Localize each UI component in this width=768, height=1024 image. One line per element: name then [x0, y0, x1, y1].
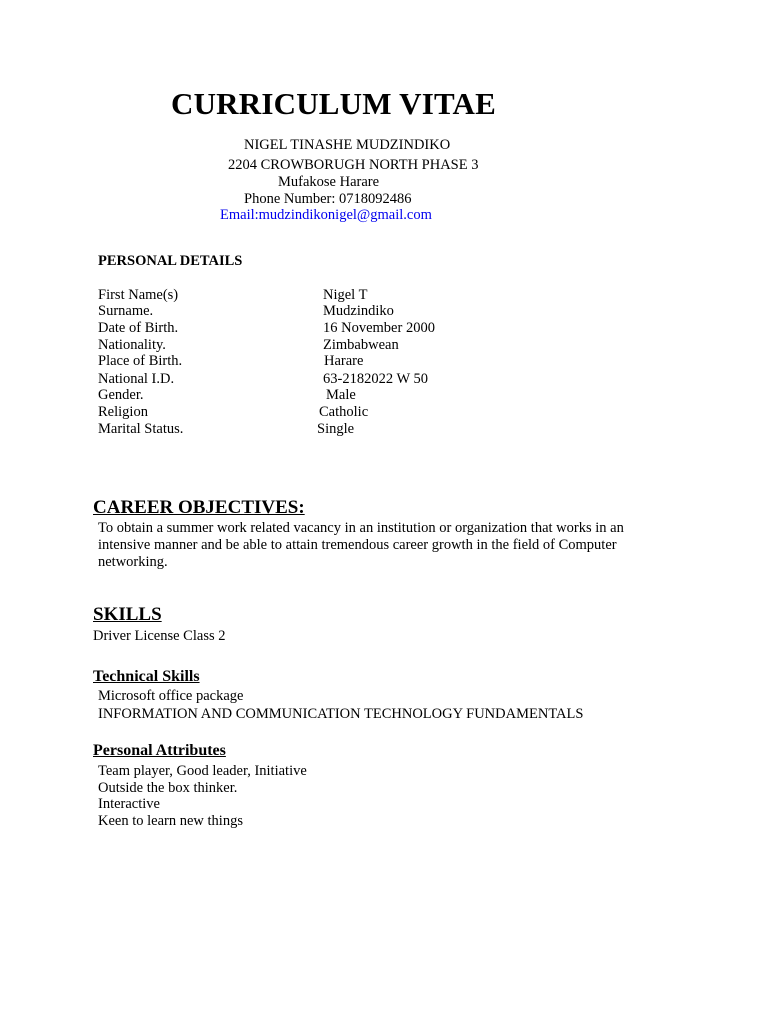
- full-name: NIGEL TINASHE MUDZINDIKO: [244, 137, 451, 153]
- personal-attributes-item: Keen to learn new things: [98, 813, 243, 829]
- technical-skills-item: INFORMATION AND COMMUNICATION TECHNOLOGY FUNDAMENTALS: [98, 706, 584, 722]
- detail-label-religion: Religion: [98, 404, 148, 420]
- detail-label-nationality: Nationality.: [98, 337, 166, 353]
- detail-label-gender: Gender.: [98, 387, 144, 403]
- personal-details-heading: PERSONAL DETAILS: [98, 253, 243, 269]
- document-title: CURRICULUM VITAE: [171, 86, 496, 121]
- email-address: Email:mudzindikonigel@gmail.com: [220, 207, 432, 223]
- detail-value-surname: Mudzindiko: [323, 303, 394, 319]
- detail-value-gender: Male: [326, 387, 356, 403]
- detail-label-surname: Surname.: [98, 303, 154, 319]
- technical-skills-item: Microsoft office package: [98, 688, 244, 704]
- personal-attributes-item: Team player, Good leader, Initiative: [98, 763, 307, 779]
- detail-value-date-of-birth: 16 November 2000: [323, 320, 435, 336]
- detail-value-place-of-birth: Harare: [324, 353, 364, 369]
- technical-skills-heading: Technical Skills: [93, 668, 200, 685]
- detail-label-first-name: First Name(s): [98, 287, 179, 303]
- career-objectives-heading: CAREER OBJECTIVES:: [93, 497, 305, 518]
- detail-value-national-id: 63-2182022 W 50: [323, 371, 428, 387]
- detail-value-religion: Catholic: [319, 404, 369, 420]
- detail-label-place-of-birth: Place of Birth.: [98, 353, 183, 369]
- detail-value-marital-status: Single: [317, 421, 355, 437]
- detail-label-national-id: National I.D.: [98, 371, 175, 387]
- personal-attributes-heading: Personal Attributes: [93, 742, 226, 759]
- personal-attributes-item: Interactive: [98, 796, 160, 812]
- detail-label-date-of-birth: Date of Birth.: [98, 320, 179, 336]
- address-line-1: 2204 CROWBORUGH NORTH PHASE 3: [228, 157, 479, 173]
- skills-heading: SKILLS: [93, 604, 162, 625]
- skills-item: Driver License Class 2: [93, 628, 226, 644]
- detail-label-marital-status: Marital Status.: [98, 421, 184, 437]
- detail-value-nationality: Zimbabwean: [323, 337, 399, 353]
- career-objectives-text: To obtain a summer work related vacancy in an institution or organization that works in an intensive manner and be able to attain tremendous career growth in the field of Computer networking.: [98, 520, 624, 570]
- personal-attributes-item: Outside the box thinker.: [98, 780, 238, 796]
- address-line-2: Mufakose Harare: [278, 174, 380, 190]
- phone-number: Phone Number: 0718092486: [244, 191, 412, 207]
- detail-value-first-name: Nigel T: [323, 287, 368, 303]
